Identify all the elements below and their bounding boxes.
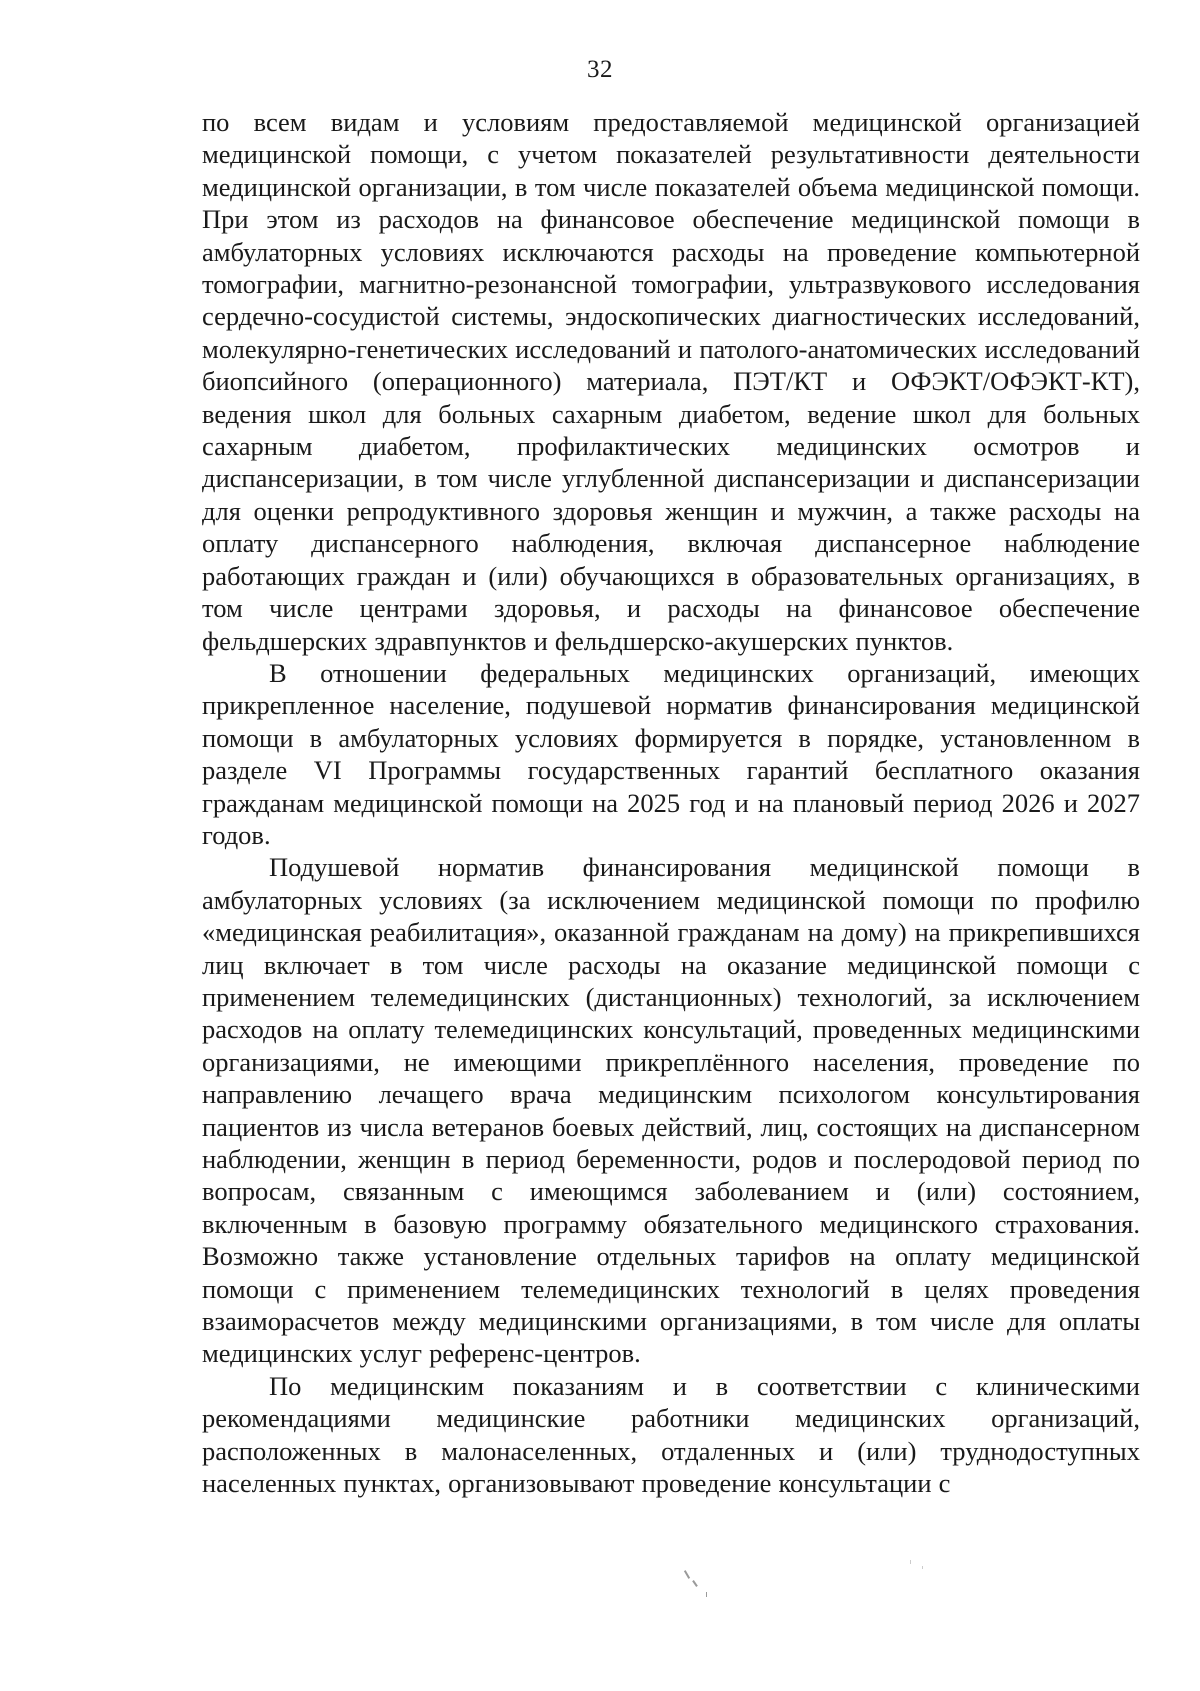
page-number: 32 (587, 56, 613, 83)
paragraph-4: По медицинским показаниям и в соответствии с клиническими рекомендациями медицинские работники медицинских организаций, расположенных в малонаселенных, отдаленных и (или) труднодоступных населенных пунктах, организовывают проведение консультации с (202, 1370, 1140, 1499)
paragraph-3: Подушевой норматив финансирования медицинской помощи в амбулаторных условиях (за исключением медицинской помощи по профилю «медицинская реабилитация», оказанной гражданам на дому) на прикрепившихся лиц включает в том числе расходы на оказание медицинской помощи с применением телемедицинских (дистанционных) технологий, за исключением расходов на оплату телемедицинских консультаций, проведенных медицинскими организациями, не имеющими прикреплённого населения, проведение по направлению лечащего врача медицинским психологом консультирования пациентов из числа ветеранов боевых действий, лиц, состоящих на диспансерном наблюдении, женщин в период беременности, родов и послеродовой период по вопросам, связанным с имеющимся заболеванием и (или) состоянием, включенным в базовую программу обязательного медицинского страхования. Возможно также установление отдельных тарифов на оплату медицинской помощи с применением телемедицинских технологий в целях проведения взаиморасчетов между медицинскими организациями, в том числе для оплаты медицинских услуг референс-центров. (202, 852, 1140, 1369)
document-body (202, 106, 1140, 1499)
paragraph-1: по всем видам и условиям предоставляемой медицинской организацией медицинской помощи, с учетом показателей результативности деятельности медицинской организации, в том числе показателей объема медицинской помощи. При этом из расходов на финансовое обеспечение медицинской помощи в амбулаторных условиях исключаются расходы на проведение компьютерной томографии, магнитно-резонансной томографии, ультразвукового исследования сердечно-сосудистой системы, эндоскопических диагностических исследований, молекулярно-генетических исследований и патолого-анатомических исследований биопсийного (операционного) материала, ПЭТ/КТ и ОФЭКТ/ОФЭКТ-КТ), ведения школ для больных сахарным диабетом, ведение школ для больных сахарным диабетом, профилактических медицинских осмотров и диспансеризации, в том числе углубленной диспансеризации и диспансеризации для оценки репродуктивного здоровья женщин и мужчин, а также расходы на оплату диспансерного наблюдения, включая диспансерное наблюдение работающих граждан и (или) обучающихся в образовательных организациях, в том числе центрами здоровья, и расходы на финансовое обеспечение фельдшерских здравпунктов и фельдшерско-акушерских пунктов. (202, 107, 1140, 656)
paragraph-2: В отношении федеральных медицинских организаций, имеющих прикрепленное население, подушевой норматив финансирования медицинской помощи в амбулаторных условиях формируется в порядке, установленном в разделе VI Программы государственных гарантий бесплатного оказания гражданам медицинской помощи на 2025 год и на плановый период 2026 и 2027 годов. (202, 657, 1140, 850)
